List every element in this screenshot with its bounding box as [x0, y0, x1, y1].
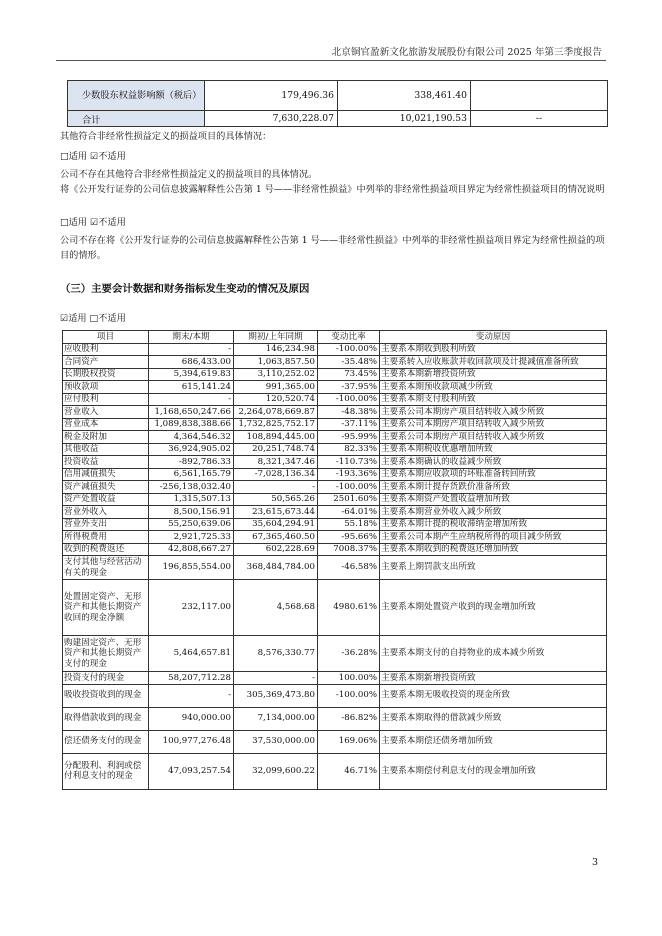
cell-previous: - — [234, 481, 318, 494]
non-recurring-summary-table — [67, 80, 608, 127]
table-row — [63, 431, 607, 444]
table-row — [63, 456, 607, 469]
section-title: （三）主要会计数据和财务指标发生变动的情况及原因 — [60, 283, 310, 295]
cell-previous: 2,264,078,669.87 — [234, 406, 318, 419]
cell-current: - — [149, 343, 234, 356]
header-item: 项目 — [63, 331, 149, 344]
cell-reason: 主要系公司本期房产项目结转收入减少所致 — [380, 418, 607, 431]
cell-reason: 主要系本期营业外收入减少所致 — [380, 506, 607, 519]
cell-ratio: 7008.37% — [318, 543, 380, 556]
row-item: 营业收入 — [63, 406, 149, 419]
table-row — [63, 556, 607, 580]
cell-reason: 主要系本期确认的收益减少所致 — [380, 456, 607, 469]
cell-reason: 主要系上期罚款支出所致 — [380, 556, 607, 580]
cell-current: 1,315,507.13 — [149, 493, 234, 506]
cell-ratio: -37.11% — [318, 418, 380, 431]
row-label: 合计 — [68, 111, 205, 127]
cell-ratio: -46.58% — [318, 556, 380, 580]
cell-reason: 主要系公司本期房产项目结转收入减少所致 — [380, 431, 607, 444]
table-row — [63, 672, 607, 685]
cell-previous: -7,028,136.34 — [234, 468, 318, 481]
cell-previous: 4,568.68 — [234, 580, 318, 636]
row-item: 税金及附加 — [63, 431, 149, 444]
cell-current: 1,168,650,247.66 — [149, 406, 234, 419]
cell-ratio: -100.00% — [318, 343, 380, 356]
cell-ratio: -100.00% — [318, 684, 380, 707]
cell-current: 2,921,725.33 — [149, 531, 234, 544]
table-row — [68, 81, 608, 111]
cell-current: 5,394,619.83 — [149, 368, 234, 381]
cell-previous: 146,234.98 — [234, 343, 318, 356]
row-item: 购建固定资产、无形资产和其他长期资产支付的现金 — [63, 636, 149, 672]
cell-previous: 67,365,460.50 — [234, 531, 318, 544]
cell-ratio: 73.45% — [318, 368, 380, 381]
row-item: 应付股利 — [63, 393, 149, 406]
cell-previous: 50,565.26 — [234, 493, 318, 506]
cell-current: 940,000.00 — [149, 707, 234, 730]
header-rule — [56, 60, 606, 61]
note-paragraph: 将《公开发行证券的公司信息披露解释性公告第 1 号——非经常性损益》中列举的非经常性损益项目界定为经常性损益项目的情况说明 — [60, 184, 605, 195]
cell-previous: - — [234, 672, 318, 685]
cell-current: 6,561,165.79 — [149, 468, 234, 481]
page-header: 北京铜官盈新文化旅游发展股份有限公司 2025 年第三季度报告 — [331, 47, 602, 58]
cell-value — [471, 81, 608, 111]
row-item: 偿还债务支付的现金 — [63, 730, 149, 753]
table-row — [68, 111, 608, 127]
table-row — [63, 684, 607, 707]
cell-current: - — [149, 684, 234, 707]
cell-ratio: -100.00% — [318, 481, 380, 494]
row-item: 处置固定资产、无形资产和其他长期资产收回的现金净额 — [63, 580, 149, 636]
table-row — [63, 518, 607, 531]
note-paragraph: 公司不存在其他符合非经常性损益定义的损益项目的具体情况。 — [60, 169, 318, 180]
cell-value: 10,021,190.53 — [338, 111, 471, 127]
row-item: 营业外收入 — [63, 506, 149, 519]
cell-ratio: 46.71% — [318, 753, 380, 789]
cell-value: -- — [471, 111, 608, 127]
cell-reason: 主要系本期偿付利息支付的现金增加所致 — [380, 753, 607, 789]
cell-value: 7,630,228.07 — [205, 111, 338, 127]
cell-reason: 主要系本期新增投资所致 — [380, 368, 607, 381]
cell-reason: 主要系本期新增投资所致 — [380, 672, 607, 685]
cell-ratio: -193.36% — [318, 468, 380, 481]
cell-current: 615,141.24 — [149, 381, 234, 394]
row-item: 营业外支出 — [63, 518, 149, 531]
row-item: 取得借款收到的现金 — [63, 707, 149, 730]
cell-ratio: 100.00% — [318, 672, 380, 685]
cell-current: 232,117.00 — [149, 580, 234, 636]
row-item: 资产处置收益 — [63, 493, 149, 506]
cell-current: 4,364,546.32 — [149, 431, 234, 444]
table-row — [63, 443, 607, 456]
cell-reason: 主要系本期预收款项减少所致 — [380, 381, 607, 394]
cell-current: 686,433.00 — [149, 356, 234, 369]
cell-previous: 108,894,445.00 — [234, 431, 318, 444]
table-row — [63, 393, 607, 406]
applicable-checkbox-line: □适用 ☑不适用 — [60, 217, 126, 228]
cell-reason: 主要系本期收到的税费返还增加所致 — [380, 543, 607, 556]
table-row — [63, 343, 607, 356]
row-item: 应收股利 — [63, 343, 149, 356]
cell-ratio: -35.48% — [318, 356, 380, 369]
cell-current: 1,089,838,388.66 — [149, 418, 234, 431]
page-number: 3 — [591, 857, 598, 868]
header-current: 期末/本期 — [149, 331, 234, 344]
cell-ratio: -100.00% — [318, 393, 380, 406]
cell-current: 42,808,667.27 — [149, 543, 234, 556]
cell-reason: 主要系本期收到股利所致 — [380, 343, 607, 356]
table-row — [63, 493, 607, 506]
cell-reason: 主要系本期资产处置收益增加所致 — [380, 493, 607, 506]
header-reason: 变动原因 — [380, 331, 607, 344]
note-paragraph: 其他符合非经常性损益定义的损益项目的具体情况： — [60, 131, 272, 142]
table-row — [63, 418, 607, 431]
row-item: 收到的税费返还 — [63, 543, 149, 556]
cell-previous: 368,484,784.00 — [234, 556, 318, 580]
table-row — [63, 356, 607, 369]
cell-reason: 主要系本期处置资产收到的现金增加所致 — [380, 580, 607, 636]
row-item: 合同资产 — [63, 356, 149, 369]
cell-ratio: 4980.61% — [318, 580, 380, 636]
table-row — [63, 381, 607, 394]
row-label: 少数股东权益影响额（税后） — [68, 81, 205, 111]
row-item: 分配股利、利润或偿付利息支付的现金 — [63, 753, 149, 789]
cell-ratio: 2501.60% — [318, 493, 380, 506]
cell-ratio: -95.99% — [318, 431, 380, 444]
cell-current: 8,500,156.91 — [149, 506, 234, 519]
row-item: 投资支付的现金 — [63, 672, 149, 685]
cell-current: 58,207,712.28 — [149, 672, 234, 685]
cell-current: 47,093,257.54 — [149, 753, 234, 789]
header-previous: 期初/上年同期 — [234, 331, 318, 344]
row-item: 其他收益 — [63, 443, 149, 456]
table-row — [63, 406, 607, 419]
cell-previous: 32,099,600.22 — [234, 753, 318, 789]
cell-reason: 主要系本期应收款项的坏账准备转回所致 — [380, 468, 607, 481]
cell-current: - — [149, 393, 234, 406]
row-item: 吸收投资收到的现金 — [63, 684, 149, 707]
table-row — [63, 730, 607, 753]
row-item: 投资收益 — [63, 456, 149, 469]
cell-previous: 7,134,000.00 — [234, 707, 318, 730]
cell-current: 196,855,554.00 — [149, 556, 234, 580]
applicable-checkbox-line: □适用 ☑不适用 — [60, 151, 126, 162]
cell-previous: 8,576,330.77 — [234, 636, 318, 672]
cell-ratio: -36.28% — [318, 636, 380, 672]
cell-reason: 主要系公司本期房产项目结转收入减少所致 — [380, 406, 607, 419]
header-ratio: 变动比率 — [318, 331, 380, 344]
cell-current: 5,464,657.81 — [149, 636, 234, 672]
cell-previous: 1,732,825,752.17 — [234, 418, 318, 431]
cell-current: -892,786.33 — [149, 456, 234, 469]
cell-current: 55,250,639.06 — [149, 518, 234, 531]
cell-current: 36,924,905.02 — [149, 443, 234, 456]
cell-ratio: -86.82% — [318, 707, 380, 730]
table-row — [63, 580, 607, 636]
cell-ratio: -95.66% — [318, 531, 380, 544]
table-header-row — [63, 331, 607, 344]
cell-ratio: -37.95% — [318, 381, 380, 394]
table-row — [63, 468, 607, 481]
row-item: 支付其他与经营活动有关的现金 — [63, 556, 149, 580]
cell-reason: 主要系本期税收优惠增加所致 — [380, 443, 607, 456]
cell-reason: 主要系本期无吸收投资的现金所致 — [380, 684, 607, 707]
cell-reason: 主要系本期计提存货跌价准备所致 — [380, 481, 607, 494]
cell-previous: 8,321,347.46 — [234, 456, 318, 469]
applicable-checkbox-line: ☑适用 □不适用 — [60, 313, 126, 324]
cell-ratio: -48.38% — [318, 406, 380, 419]
cell-previous: 1,063,857.50 — [234, 356, 318, 369]
cell-previous: 305,369,473.80 — [234, 684, 318, 707]
table-row — [63, 543, 607, 556]
cell-previous: 991,365.00 — [234, 381, 318, 394]
note-paragraph: 公司不存在将《公开发行证券的公司信息披露解释性公告第 1 号——非经常性损益》中列举的非经常性损益项目界定为经常性损益的项目的情形。 — [60, 235, 605, 261]
row-item: 资产减值损失 — [63, 481, 149, 494]
row-item: 信用减值损失 — [63, 468, 149, 481]
table-row — [63, 506, 607, 519]
cell-current: 100,977,276.48 — [149, 730, 234, 753]
cell-value: 179,496.36 — [205, 81, 338, 111]
table-row — [63, 531, 607, 544]
cell-previous: 20,251,748.74 — [234, 443, 318, 456]
row-item: 营业成本 — [63, 418, 149, 431]
cell-reason: 主要系本期偿还债务增加所致 — [380, 730, 607, 753]
cell-ratio: 169.06% — [318, 730, 380, 753]
cell-previous: 23,615,673.44 — [234, 506, 318, 519]
table-row — [63, 707, 607, 730]
cell-reason: 主要系转入应收账款并收回款项及计提减值准备所致 — [380, 356, 607, 369]
cell-previous: 3,110,252.02 — [234, 368, 318, 381]
financial-changes-table — [62, 330, 607, 790]
row-item: 所得税费用 — [63, 531, 149, 544]
cell-ratio: -110.73% — [318, 456, 380, 469]
cell-current: -256,138,032.40 — [149, 481, 234, 494]
cell-ratio: -64.01% — [318, 506, 380, 519]
table-row — [63, 636, 607, 672]
cell-previous: 37,530,000.00 — [234, 730, 318, 753]
cell-reason: 主要系公司本期产生应纳税所得的项目减少所致 — [380, 531, 607, 544]
row-item: 长期股权投资 — [63, 368, 149, 381]
cell-reason: 主要系本期支付的自持物业的成本减少所致 — [380, 636, 607, 672]
cell-ratio: 55.18% — [318, 518, 380, 531]
cell-previous: 35,604,294.91 — [234, 518, 318, 531]
cell-reason: 主要系本期取得的借款减少所致 — [380, 707, 607, 730]
cell-value: 338,461.40 — [338, 81, 471, 111]
cell-reason: 主要系本期计提的税收滞纳金增加所致 — [380, 518, 607, 531]
table-row — [63, 753, 607, 789]
table-row — [63, 481, 607, 494]
cell-previous: 120,520.74 — [234, 393, 318, 406]
table-row — [63, 368, 607, 381]
row-item: 预收款项 — [63, 381, 149, 394]
cell-reason: 主要系本期支付股利所致 — [380, 393, 607, 406]
cell-ratio: 82.33% — [318, 443, 380, 456]
cell-previous: 602,228.69 — [234, 543, 318, 556]
